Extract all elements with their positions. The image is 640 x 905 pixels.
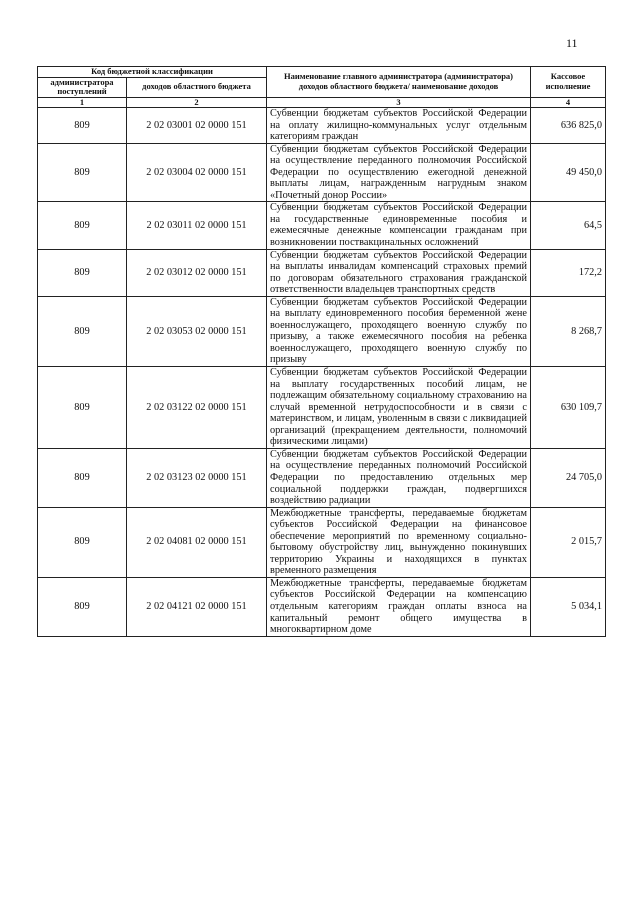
cell-budget-code: 2 02 03053 02 0000 151 [127,296,267,366]
table-row [38,507,606,577]
cell-amount: 24 705,0 [531,448,606,507]
cell-amount: 8 268,7 [531,296,606,366]
cell-admin-code: 809 [38,202,127,249]
cell-revenue-name: Межбюджетные трансферты, передаваемые бюджетам субъектов Российской Федерации на компенсацию отдельным категориям граждан оплаты взноса на капитальный ремонт общего имущества в многоквартирном доме [267,577,531,636]
cell-amount: 64,5 [531,202,606,249]
column-number-2: 2 [127,97,267,108]
cell-revenue-name: Субвенции бюджетам субъектов Российской Федерации на оплату жилищно-коммунальных услуг отдельным категориям граждан [267,108,531,144]
cell-budget-code: 2 02 03004 02 0000 151 [127,143,267,202]
table-row [38,108,606,144]
table-row [38,202,606,249]
table-row [38,249,606,296]
cell-budget-code: 2 02 03011 02 0000 151 [127,202,267,249]
header-admin: администратора поступлений [38,77,127,97]
cell-budget-code: 2 02 03123 02 0000 151 [127,448,267,507]
cell-revenue-name: Субвенции бюджетам субъектов Российской Федерации на осуществление переданных полномочий Российской Федерации по предоставлению отдельных мер социальной поддержки граждан, подвергшихся воздействию радиации [267,448,531,507]
table-row [38,448,606,507]
cell-amount: 630 109,7 [531,367,606,449]
cell-budget-code: 2 02 03122 02 0000 151 [127,367,267,449]
cell-amount: 2 015,7 [531,507,606,577]
table-row [38,143,606,202]
cell-budget-code: 2 02 03012 02 0000 151 [127,249,267,296]
cell-budget-code: 2 02 04121 02 0000 151 [127,577,267,636]
cell-admin-code: 809 [38,507,127,577]
cell-admin-code: 809 [38,367,127,449]
cell-admin-code: 809 [38,448,127,507]
cell-amount: 172,2 [531,249,606,296]
header-name: Наименование главного администратора (администратора) доходов областного бюджета/ наименование доходов [267,67,531,98]
budget-revenue-table [37,66,606,637]
table-row [38,367,606,449]
cell-amount: 5 034,1 [531,577,606,636]
column-number-3: 3 [267,97,531,108]
table-row [38,577,606,636]
cell-budget-code: 2 02 03001 02 0000 151 [127,108,267,144]
cell-amount: 636 825,0 [531,108,606,144]
cell-revenue-name: Субвенции бюджетам субъектов Российской Федерации на выплату единовременного пособия беременной жене военнослужащего, проходящего военную службу по призыву, а также ежемесячного пособия на ребенка военнослужащего, проходящего военную службу по призыву [267,296,531,366]
cell-admin-code: 809 [38,143,127,202]
cell-admin-code: 809 [38,249,127,296]
cell-admin-code: 809 [38,296,127,366]
header-budget-classification: Код бюджетной классификации [38,67,267,78]
cell-budget-code: 2 02 04081 02 0000 151 [127,507,267,577]
header-code: доходов областного бюджета [127,77,267,97]
page-number: 11 [566,36,578,50]
cell-revenue-name: Субвенции бюджетам субъектов Российской Федерации на выплату государственных пособий лицам, не подлежащим обязательному социальному страхованию на случай временной нетрудоспособности и в связи с материнством, и лицам, уволенным в связи с ликвидацией организаций (прекращением деятельности, полномочий физическими лицами) [267,367,531,449]
table-body [38,108,606,637]
cell-amount: 49 450,0 [531,143,606,202]
header-amount: Кассовое исполнение [531,67,606,98]
column-number-4: 4 [531,97,606,108]
column-number-1: 1 [38,97,127,108]
cell-admin-code: 809 [38,108,127,144]
table-row [38,296,606,366]
cell-admin-code: 809 [38,577,127,636]
cell-revenue-name: Субвенции бюджетам субъектов Российской Федерации на осуществление переданного полномочия Российской Федерации по осуществлению ежегодной денежной выплаты лицам, награжденным нагрудным знаком «Почетный донор России» [267,143,531,202]
cell-revenue-name: Межбюджетные трансферты, передаваемые бюджетам субъектов Российской Федерации на финансовое обеспечение мероприятий по временному социально-бытовому обустройству лиц, вынужденно покинувших территорию Украины и находящихся в пунктах временного размещения [267,507,531,577]
cell-revenue-name: Субвенции бюджетам субъектов Российской Федерации на выплаты инвалидам компенсаций страховых премий по договорам обязательного страхования гражданской ответственности владельцев транспортных средств [267,249,531,296]
cell-revenue-name: Субвенции бюджетам субъектов Российской Федерации на государственные единовременные пособия и ежемесячные денежные компенсации гражданам при возникновении поствакцинальных осложнений [267,202,531,249]
